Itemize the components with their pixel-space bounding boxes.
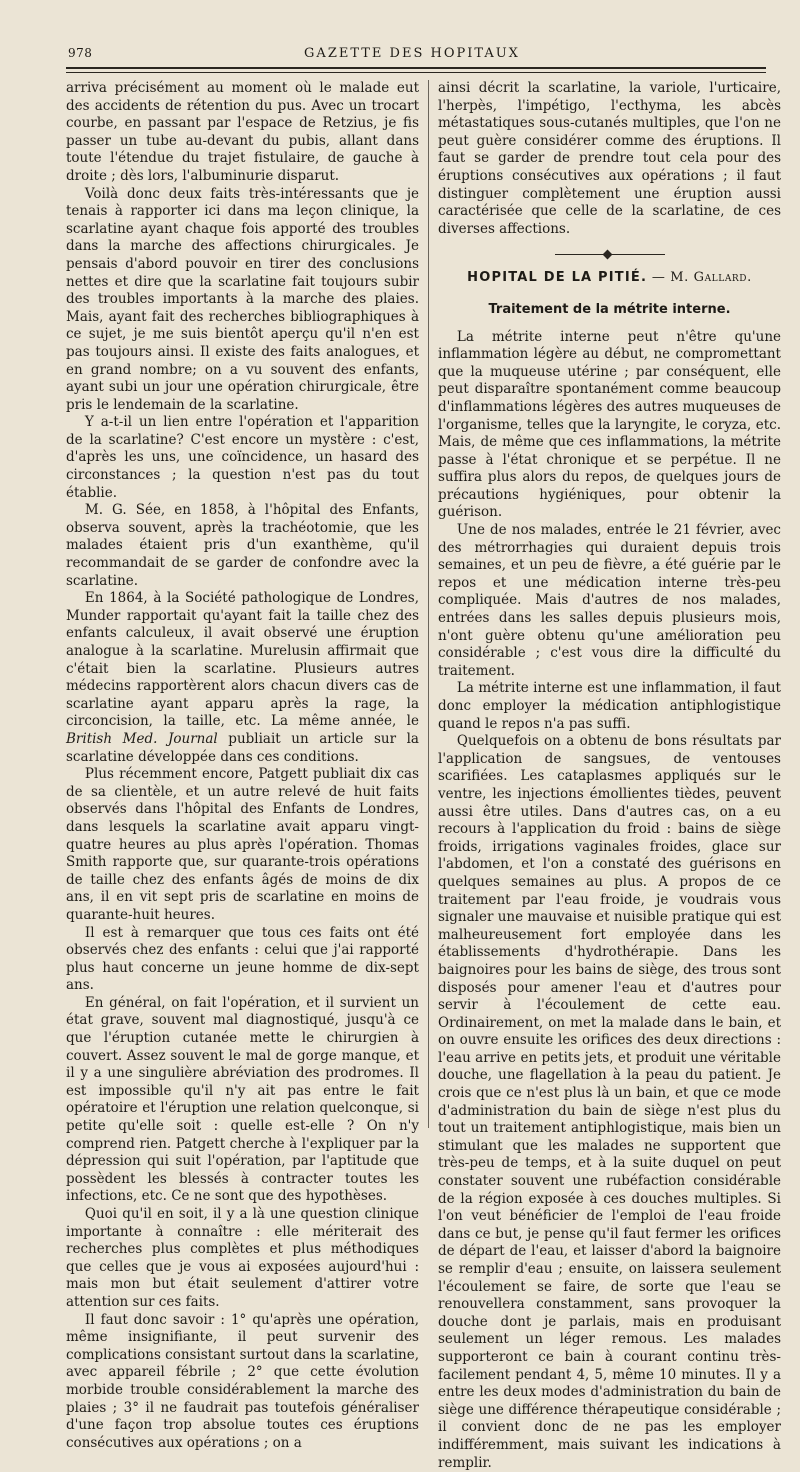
section-title: Traitement de la métrite interne. bbox=[488, 301, 731, 317]
left-paragraph: M. G. Sée, en 1858, à l'hôpital des Enfants, observa souvent, après la trachéotomie, que les malades étaient pris d'un exanthème, qu'il recommandait de se garder de confondre avec la scarlatine. bbox=[66, 502, 419, 589]
right-paragraph: ainsi décrit la scarlatine, la variole, l'urticaire, l'herpès, l'impétigo, l'ecthyma, les abcès métastatiques sous-cutanés multiples, que l'on ne peut guère considérer comme des éruptions. Il faut se garder de prendre tout cela pour des éruptions consécutives aux opérations ; il faut distinguer complètement une éruption aussi caractérisée que celle de la scarlatine, de ces diverses affections. bbox=[438, 80, 781, 237]
journal-title: British Med. Journal bbox=[66, 730, 218, 747]
left-paragraph: Il faut donc savoir : 1° qu'après une opération, même insignifiante, il peut survenir des complications consistant surtout dans la scarlatine, avec appareil fébrile ; 2° que cette évolution morbide trouble considérablement la marche des plaies ; 3° il ne faudrait pas toutefois généraliser d'une façon trop absolue toutes ces éruptions consécutives aux opérations ; on a bbox=[66, 1311, 419, 1451]
column-divider bbox=[428, 80, 429, 1128]
right-paragraph: Une de nos malades, entrée le 21 février, avec des métrorrhagies qui duraient depuis trois semaines, et un peu de fièvre, a été guérie par le repos et une médication interne très-peu compliquée. Mais d'autres de nos malades, entrées dans les salles depuis plusieurs mois, n'ont guère obtenu qu'une amélioration peu considérable ; c'est vous dire la difficulté du traitement. bbox=[438, 522, 781, 679]
section-separator bbox=[555, 254, 665, 255]
hospital-name: HOPITAL DE LA PITIÉ. bbox=[467, 270, 648, 286]
right-paragraph: La métrite interne peut n'être qu'une inflammation légère au début, ne compromettant que la muqueuse utérine ; par conséquent, elle peut disparaître spontanément comme beaucoup d'inflammations légères des autres muqueuses de l'organisme, telles que la laryngite, le coryza, etc. Mais, de même que ces inflammations, la métrite passe à l'état chronique et se perpétue. Il ne suffira plus alors du repos, de quelques jours de précautions hygiéniques, pour obtenir la guérison. bbox=[438, 328, 781, 521]
section-heading bbox=[438, 269, 781, 287]
left-paragraph: Voilà donc deux faits très-intéressants que je tenais à rapporter ici dans ma leçon clinique, la scarlatine ayant chaque fois apporté des troubles dans la marche des affections chirurgicales. Je pensais d'abord pouvoir en tirer des conclusions nettes et dire que la scarlatine fait toujours subir des troubles importants à la marche des plaies. Mais, ayant fait des recherches bibliographiques à ce sujet, je me suis bientôt aperçu qu'il n'en est pas toujours ainsi. Il existe des faits analogues, et en grand nombre; on a vu souvent des enfants, ayant subi un jour une opération chirurgicale, être pris le lendemain de la scarlatine. bbox=[66, 185, 419, 413]
right-paragraph: La métrite interne est une inflammation, il faut donc employer la médication antiphlogistique quand le repos n'a pas suffi. bbox=[438, 680, 781, 732]
left-paragraph: Plus récemment encore, Patgett publiait dix cas de sa clientèle, et un autre relevé de huit faits observés dans l'hôpital des Enfants de Londres, dans lesquels la scarlatine avait apparu vingt-quatre heures au plus après l'opération. Thomas Smith rapporte que, sur quarante-trois opérations de taille chez des enfants âgés de moins de dix ans, il en vit sept pris de scarlatine en moins de quarante-huit heures. bbox=[66, 766, 419, 923]
right-column bbox=[438, 80, 781, 1472]
left-paragraph: Il est à remarquer que tous ces faits ont été observés chez des enfants : celui que j'ai rapporté plus haut concerne un jeune homme de dix-sept ans. bbox=[66, 924, 419, 994]
header-rule-thick bbox=[66, 67, 766, 69]
heading-dash: — bbox=[647, 270, 671, 286]
page-header bbox=[56, 46, 768, 64]
page-number: 978 bbox=[68, 46, 93, 60]
paragraph-text: publiait un article sur la scarlatine développée dans ces conditions. bbox=[66, 730, 419, 765]
author-name: M. Gallard. bbox=[670, 270, 752, 286]
header-rule-thin bbox=[66, 72, 766, 73]
right-paragraph: Quelquefois on a obtenu de bons résultats par l'application de sangsues, de ventouses scarifiées. Les cataplasmes appliqués sur le ventre, les injections émollientes tièdes, peuvent aussi être utiles. Dans d'autres cas, on a eu recours à l'application du froid : bains de siège froids, irrigations vaginales froides, glace sur l'abdomen, et l'on a constaté des guérisons en quelques semaines au plus. A propos de ce traitement par l'eau froide, je voudrais vous signaler une mauvaise et nuisible pratique qui est malheureusement fort employée dans les établissements d'hydrothérapie. Dans les baignoires pour les bains de siège, des trous sont disposés pour amener l'eau et d'autres pour servir à l'écoulement de cette eau. Ordinairement, on met la malade dans le bain, et on ouvre ensuite les orifices des deux directions : l'eau arrive en petits jets, et produit une véritable douche, une flagellation à la peau du patient. Je crois que ce n'est plus là un bain, et que ce mode d'administration du bain de siège n'est plus du tout un traitement antiphlogistique, mais bien un stimulant que les malades ne supportent que très-peu de temps, et à la suite duquel on peut constater souvent une rubéfaction considérable de la région exposée à ces douches multiples. Si l'on veut bénéficier de l'emploi de l'eau froide dans ce but, je pense qu'il faut fermer les orifices de départ de l'eau, et laisser d'abord la baignoire se remplir d'eau ; ensuite, on laissera seulement l'écoulement se faire, de sorte que l'eau se renouvellera constamment, sans provoquer la douche dont je parlais, mais en produisant seulement un léger remous. Les malades supporteront ce bain à courant continu très-facilement pendant 4, 5, même 10 minutes. Il y a entre les deux modes d'administration du bain de siège une différence thérapeutique considérable ; il convient donc de ne pas les employer indifféremment, mais suivant les indications à remplir. bbox=[438, 733, 781, 1471]
left-paragraph bbox=[66, 590, 419, 766]
left-paragraph: Quoi qu'il en soit, il y a là une question clinique importante à connaître : elle mériterait des recherches plus complètes et plus méthodiques que celles que je vous ai exposées aujourd'hui : mais mon but était seulement d'attirer votre attention sur ces faits. bbox=[66, 1206, 419, 1310]
publication-title: GAZETTE DES HOPITAUX bbox=[304, 46, 520, 61]
paragraph-text: En 1864, à la Société pathologique de Londres, Munder rapportait qu'ayant fait la taille chez des enfants calculeux, il avait observé une éruption analogue à la scarlatine. Murelusin affirmait que c'était bien la scarlatine. Plusieurs autres médecins rapportèrent alors chacun divers cas de scarlatine ayant apparu après la rage, la circoncision, la taille, etc. La même année, le bbox=[66, 590, 419, 730]
left-paragraph: arriva précisément au moment où le malade eut des accidents de rétention du pus. Avec un trocart courbe, en passant par l'espace de Retzius, je fis passer un tube au-devant du pubis, allant dans toute l'étendue du trajet fistulaire, de gauche à droite ; dès lors, l'albuminurie disparut. bbox=[66, 80, 419, 184]
left-column bbox=[66, 80, 419, 1452]
left-paragraph: Y a-t-il un lien entre l'opération et l'apparition de la scarlatine? C'est encore un mystère : c'est, d'après les uns, une coïncidence, un hasard des circonstances ; la question n'est pas du tout établie. bbox=[66, 414, 419, 501]
left-paragraph: En général, on fait l'opération, et il survient un état grave, souvent mal diagnostiqué, jusqu'à ce que l'éruption cutanée mette le chirurgien à couvert. Assez souvent le mal de gorge manque, et il y a une singulière abréviation des prodromes. Il est impossible qu'il n'y ait pas entre le fait opératoire et l'éruption une relation quelconque, si petite qu'elle soit : quelle est-elle ? On n'y comprend rien. Patgett cherche à l'expliquer par la dépression qui suit l'opération, par l'aptitude que possèdent les blessés à contracter toutes les infections, etc. Ce ne sont que des hypothèses. bbox=[66, 994, 419, 1205]
